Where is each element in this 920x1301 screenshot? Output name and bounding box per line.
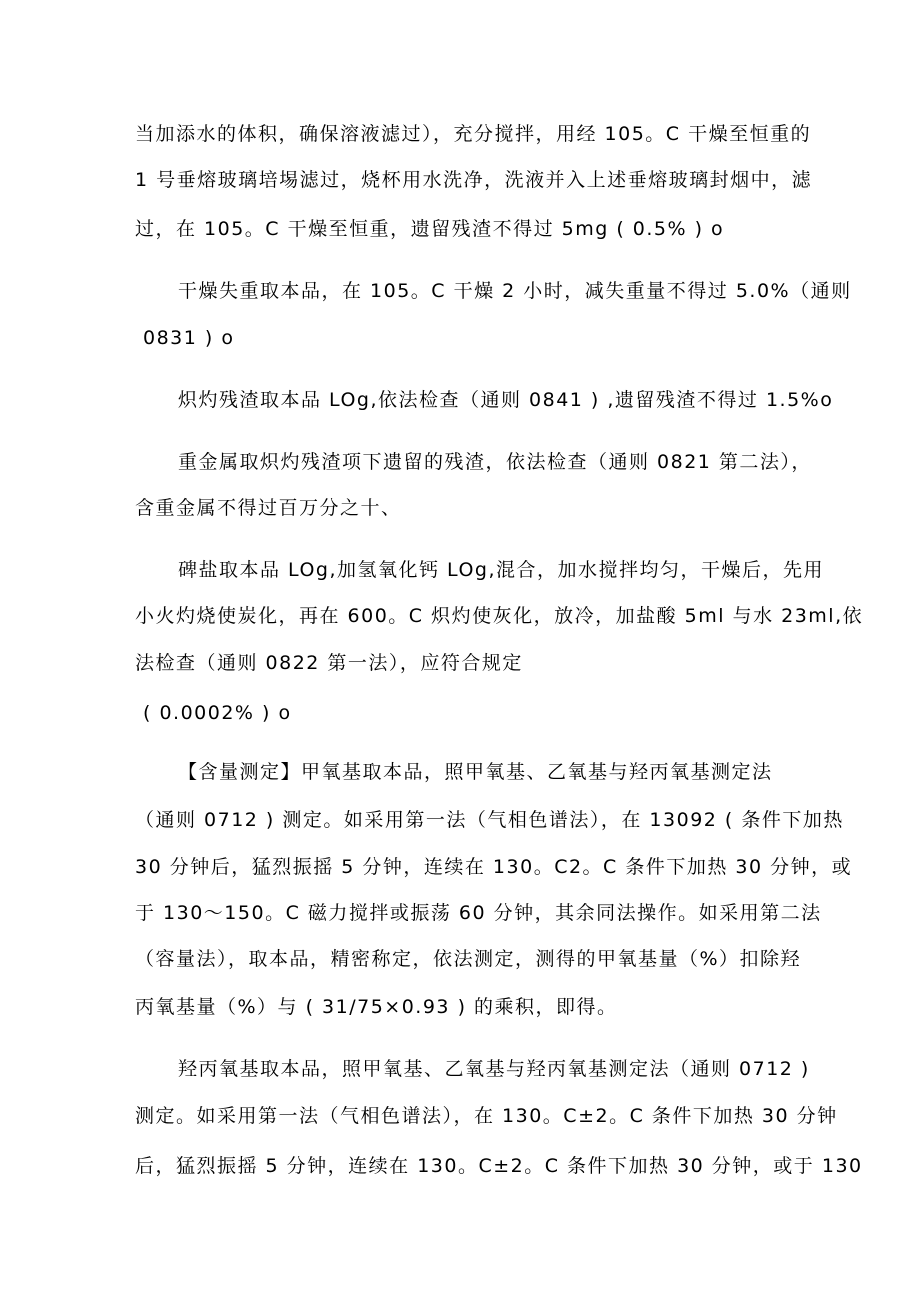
text-line-6: 炽灼残渣取本品 LOg,依法检查（通则 0841 ) ,遗留残渣不得过 1.5%o bbox=[178, 389, 834, 411]
text-line-8: 含重金属不得过百万分之十、 bbox=[135, 497, 402, 519]
text-line-21: 后，猛烈振摇 5 分钟，连续在 130。C±2。C 条件下加热 30 分钟，或于 130 bbox=[135, 1155, 863, 1177]
text-line-1: 当加添水的体积，确保溶液滤过），充分搅拌，用经 105。C 干燥至恒重的 bbox=[135, 123, 812, 145]
text-line-9: 碑盐取本品 LOg,加氢氧化钙 LOg,混合，加水搅拌均匀，干燥后，先用 bbox=[178, 559, 825, 581]
text-line-3: 过，在 105。C 干燥至恒重，遗留残渣不得过 5mg ( 0.5% ) o bbox=[135, 218, 725, 240]
text-line-10: 小火灼烧使炭化，再在 600。C 炽灼使灰化，放冷，加盐酸 5ml 与水 23ml,依 bbox=[135, 605, 864, 627]
text-line-4: 干燥失重取本品，在 105。C 干燥 2 小时，减失重量不得过 5.0%（通则 bbox=[178, 280, 852, 302]
text-line-5: 0831 ) o bbox=[143, 327, 235, 349]
text-line-11: 法检查（通则 0822 第一法），应符合规定 bbox=[135, 652, 523, 674]
text-line-19: 羟丙氧基取本品，照甲氧基、乙氧基与羟丙氧基测定法（通则 0712 ) bbox=[178, 1058, 810, 1080]
text-line-15: 30 分钟后，猛烈振摇 5 分钟，连续在 130。C2。C 条件下加热 30 分钟，或 bbox=[135, 856, 853, 878]
text-line-14: （通则 0712 ) 测定。如采用第一法（气相色谱法），在 13092 ( 条件下加热 bbox=[135, 809, 844, 831]
text-line-20: 测定。如采用第一法（气相色谱法），在 130。C±2。C 条件下加热 30 分钟 bbox=[135, 1105, 838, 1127]
text-line-12: ( 0.0002% ) o bbox=[143, 702, 292, 724]
text-line-17: （容量法），取本品，精密称定，依法测定，测得的甲氧基量（%）扣除羟 bbox=[135, 948, 802, 970]
text-line-13: 【含量测定】甲氧基取本品，照甲氧基、乙氧基与羟丙氧基测定法 bbox=[178, 761, 773, 783]
text-line-16: 于 130〜150。C 磁力搅拌或振荡 60 分钟，其余同法操作。如采用第二法 bbox=[135, 902, 822, 924]
text-line-18: 丙氧基量（%）与 ( 31/75×0.93 ) 的乘积，即得。 bbox=[135, 996, 618, 1018]
text-line-7: 重金属取炽灼残渣项下遗留的残渣，依法检查（通则 0821 第二法）， bbox=[178, 451, 812, 473]
text-line-2: 1 号垂熔玻璃培埸滤过，烧杯用水洗净，洗液并入上述垂熔玻璃封烟中，滤 bbox=[135, 169, 813, 191]
